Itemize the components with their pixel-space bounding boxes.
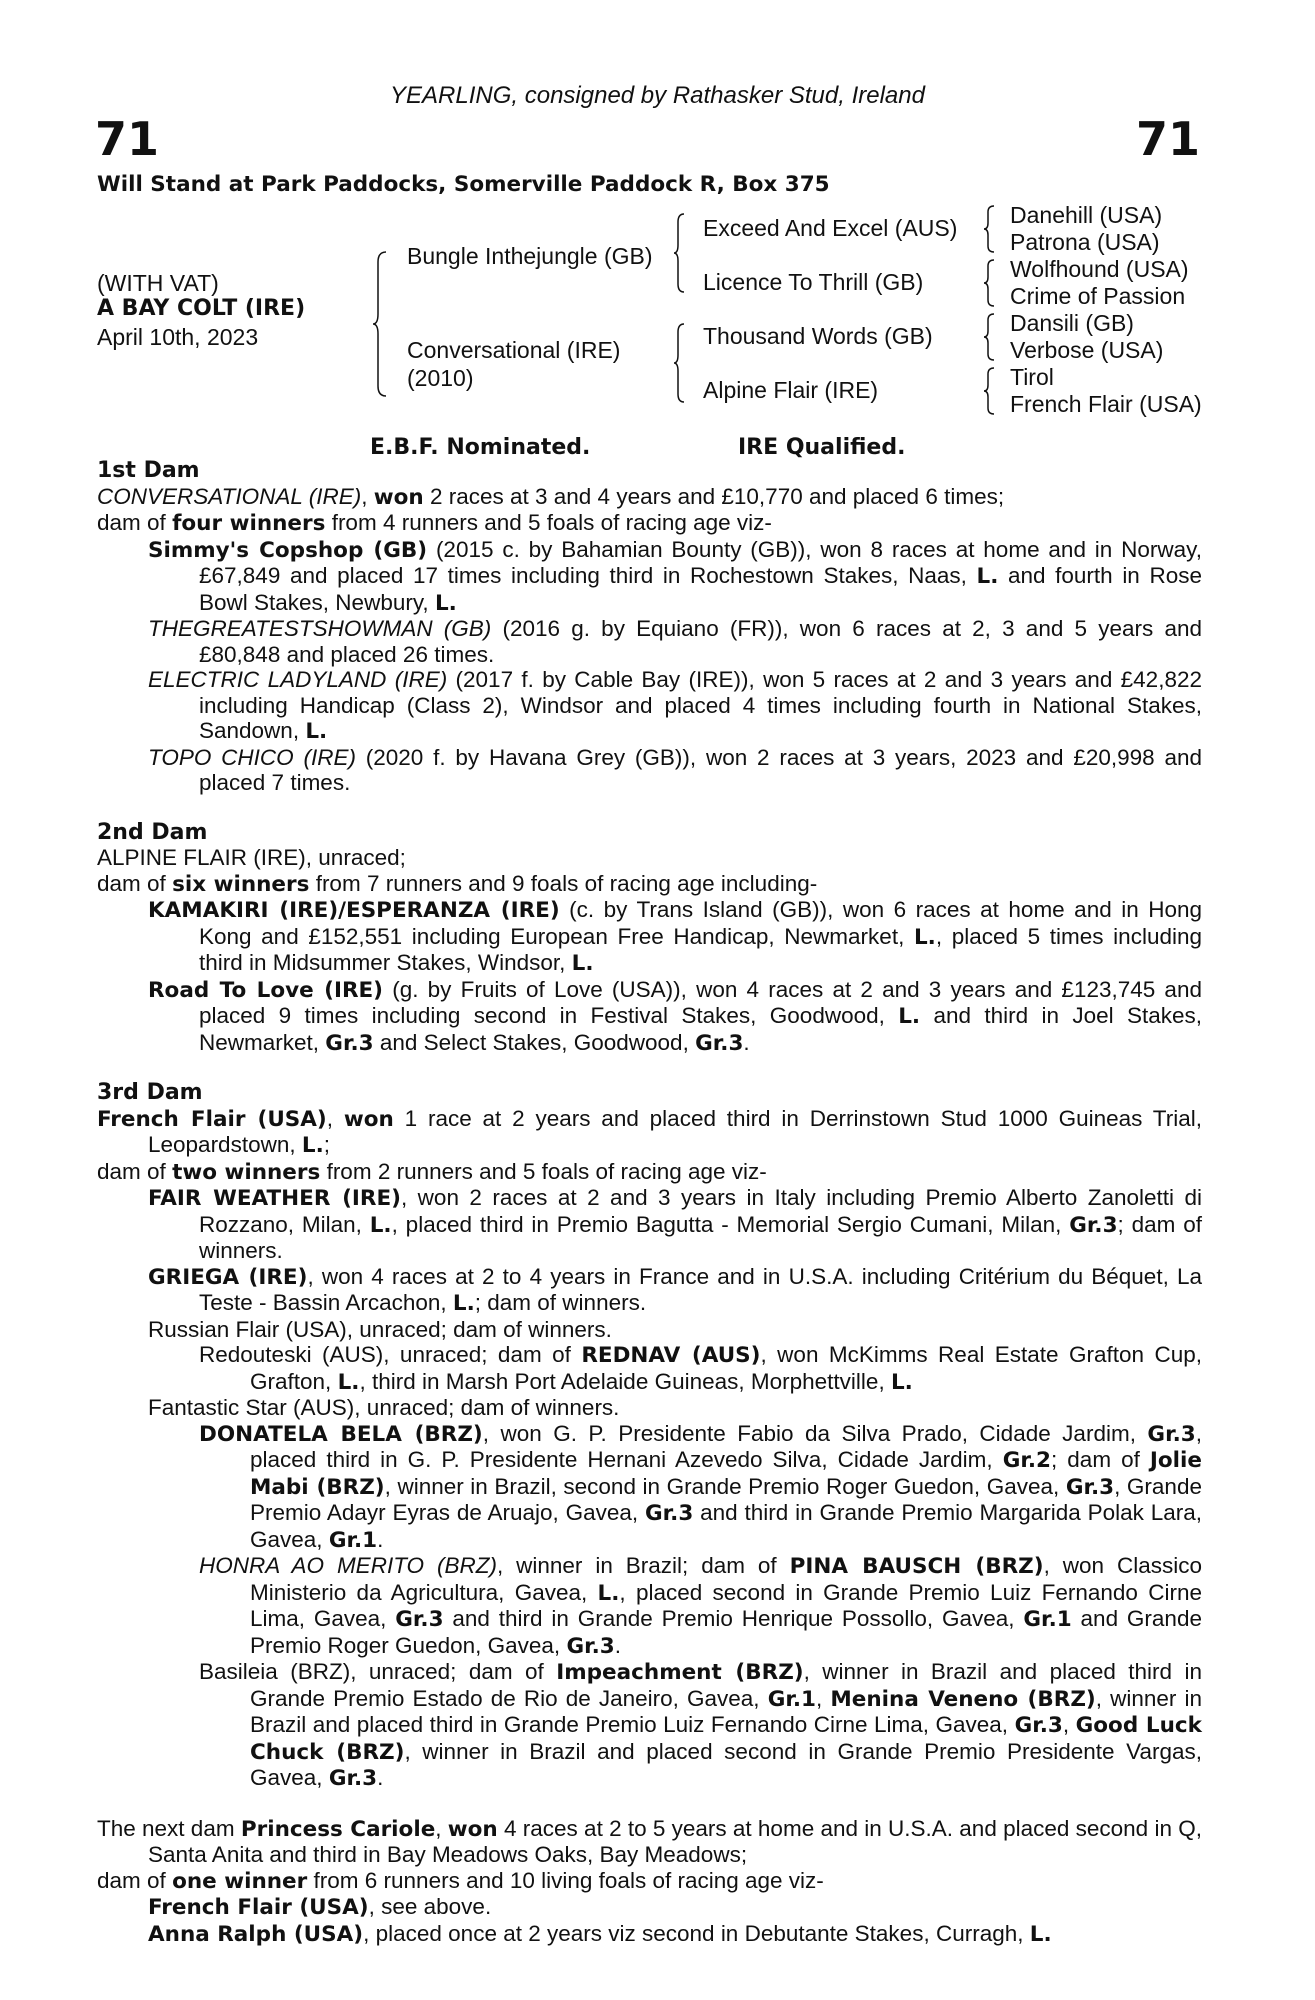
horse-name: A BAY COLT (IRE) [97,296,306,321]
pedigree-dds: Tirol [1010,364,1054,390]
pedigree-dam-dam: Alpine Flair (IRE) [703,377,879,403]
pedigree-dss: Dansili (GB) [1010,310,1134,336]
pedigree-brace-sire [673,212,687,294]
pedigree-dsd: Verbose (USA) [1010,337,1164,363]
pedigree-dam-year: (2010) [407,365,474,391]
next-dam-produce: dam of one winner from 6 runners and 10 living foals of racing age viz- [97,1867,824,1894]
pedigree-dam: Conversational (IRE) [407,337,621,363]
next-dam-progeny-anna-ralph: Anna Ralph (USA), placed once at 2 years viz second in Debutante Stakes, Curragh, L. [148,1920,1052,1947]
pedigree-sds: Wolfhound (USA) [1010,256,1189,282]
pedigree-brace-main [372,250,390,398]
pedigree-brace-sd [983,258,997,308]
dam3-granddaughter-redouteski: Redouteski (AUS), unraced; dam of REDNAV (AUS), won McKimms Real Estate Grafton Cup, Grafton, L., third in Marsh Port Adelaide Guineas, Morphettville, L. [199,1342,1202,1395]
next-dam-progeny-french-flair: French Flair (USA), see above. [148,1894,492,1920]
pedigree-sire-sire: Exceed And Excel (AUS) [703,215,958,241]
dam2-progeny-2: Road To Love (IRE) (g. by Fruits of Love (USA)), won 4 races at 2 and 3 years and £123,745 and placed 9 times including second in Festival Stakes, Goodwood, L. and third in Joel Stakes, Newmarket, Gr.3 and Select Stakes, Goodwood, Gr.3. [148,976,1202,1056]
pedigree-brace-ss [983,204,997,254]
pedigree-brace-dam [673,322,687,404]
dam3-granddaughter-basileia: Basileia (BRZ), unraced; dam of Impeachment (BRZ), winner in Brazil and placed third in Grande Premio Estado de Rio de Janeiro, Gavea, Gr.1, Menina Veneno (BRZ), winner in Brazil and placed third in Grande Premio Luiz Fernando Cirne Lima, Gavea, Gr.3, Good Luck Chuck (BRZ), winner in Brazil and placed second in Grande Premio Presidente Vargas, Gavea, Gr.3. [199,1659,1203,1791]
consignor-line: YEARLING, consigned by Rathasker Stud, Ireland [390,82,925,109]
ire-note: IRE Qualified. [738,435,906,460]
ebf-note: E.B.F. Nominated. [370,435,591,460]
pedigree-sdd: Crime of Passion [1010,283,1186,309]
dam1-produce: dam of four winners from 4 runners and 5 foals of racing age viz- [97,510,772,536]
pedigree-sss: Danehill (USA) [1010,202,1163,228]
pedigree-ssd: Patrona (USA) [1010,229,1160,255]
pedigree-sire-dam: Licence To Thrill (GB) [703,269,924,295]
dam3-progeny-fantastic-star: Fantastic Star (AUS), unraced; dam of winners. [148,1395,620,1420]
lot-number-left: 71 [95,112,160,166]
pedigree-ddd: French Flair (USA) [1010,391,1202,417]
dam3-progeny-griega: GRIEGA (IRE), won 4 races at 2 to 4 years in France and in U.S.A. including Critérium du Béquet, La Teste - Bassin Arcachon, L.; dam of winners. [148,1263,1202,1316]
dam3-granddaughter-honra: HONRA AO MERITO (BRZ), winner in Brazil; dam of PINA BAUSCH (BRZ), won Classico Ministerio da Agricultura, Gavea, L., placed second in Grande Premio Luiz Fernando Cirne Lima, Gavea, Gr.3 and third in Grande Premio Henrique Possollo, Gavea, Gr.1 and Grande Premio Roger Guedon, Gavea, Gr.3. [199,1553,1202,1659]
dam3-produce: dam of two winners from 2 runners and 5 foals of racing age viz- [97,1158,767,1185]
dam2-name: ALPINE FLAIR (IRE), unraced; [97,845,406,870]
stand-location: Will Stand at Park Paddocks, Somerville Paddock R, Box 375 [97,172,830,197]
pedigree-sire: Bungle Inthejungle (GB) [407,243,653,269]
dam1-heading: 1st Dam [97,458,200,483]
dam2-heading: 2nd Dam [97,819,208,845]
dam3-heading: 3rd Dam [97,1080,203,1105]
pedigree-brace-ds [983,312,997,362]
dam2-produce: dam of six winners from 7 runners and 9 foals of racing age including- [97,870,818,897]
dam1-name: CONVERSATIONAL (IRE) [97,483,362,509]
dam3-progeny-russian-flair: Russian Flair (USA), unraced; dam of winners. [148,1316,612,1342]
horse-dob: April 10th, 2023 [97,324,259,350]
dam3-progeny-fair-weather: FAIR WEATHER (IRE), won 2 races at 2 and 3 years in Italy including Premio Alberto Zanoletti di Rozzano, Milan, L., placed third in Premio Bagutta - Memorial Sergio Cumani, Milan, Gr.3; dam of winners. [148,1185,1202,1263]
dam1-progeny-2: THEGREATESTSHOWMAN (GB) (2016 g. by Equiano (FR)), won 6 races at 2, 3 and 5 years and £80,848 and placed 26 times. [148,616,1202,667]
next-dam-record: The next dam Princess Cariole, won 4 races at 2 to 5 years at home and in U.S.A. and placed second in Q, Santa Anita and third in Bay Meadows Oaks, Bay Meadows; [97,1815,1202,1867]
dam2-progeny-1: KAMAKIRI (IRE)/ESPERANZA (IRE) (c. by Trans Island (GB)), won 6 races at home and in Hong Kong and £152,551 including European Free Handicap, Newmarket, L., placed 5 times including third in Midsummer Stakes, Windsor, L. [148,897,1202,976]
dam1-progeny-4: TOPO CHICO (IRE) (2020 f. by Havana Grey (GB)), won 2 races at 3 years, 2023 and £20,998 and placed 7 times. [148,744,1202,795]
dam1-progeny-1: Simmy's Copshop (GB) (2015 c. by Bahamian Bounty (GB)), won 8 races at home and in Norway, £67,849 and placed 17 times including third in Rochestown Stakes, Naas, L. and fourth in Rose Bowl Stakes, Newbury, L. [148,536,1202,616]
dam1-record: CONVERSATIONAL (IRE), won 2 races at 3 and 4 years and £10,770 and placed 6 times; [97,483,1005,510]
pedigree-brace-dd [983,366,997,416]
dam1-progeny-3: ELECTRIC LADYLAND (IRE) (2017 f. by Cable Bay (IRE)), won 5 races at 2 and 3 years and £42,822 including Handicap (Class 2), Windsor and placed 4 times including fourth in National Stakes, Sandown, L. [148,667,1202,744]
pedigree-dam-sire: Thousand Words (GB) [703,323,933,349]
lot-number-right: 71 [1135,112,1200,166]
dam3-record: French Flair (USA), won 1 race at 2 years and placed third in Derrinstown Stud 1000 Guineas Trial, Leopardstown, L.; [97,1105,1202,1158]
vat-note: (WITH VAT) [97,270,219,296]
dam3-granddaughter-donatela: DONATELA BELA (BRZ), won G. P. Presidente Fabio da Silva Prado, Cidade Jardim, Gr.3, placed third in G. P. Presidente Hernani Azevedo Silva, Cidade Jardim, Gr.2; dam of Jolie Mabi (BRZ), winner in Brazil, second in Grande Premio Roger Guedon, Gavea, Gr.3, Grande Premio Adayr Eyras de Aruajo, Gavea, Gr.3 and third in Grande Premio Margarida Polak Lara, Gavea, Gr.1. [199,1420,1202,1553]
catalogue-body [97,458,1202,1947]
